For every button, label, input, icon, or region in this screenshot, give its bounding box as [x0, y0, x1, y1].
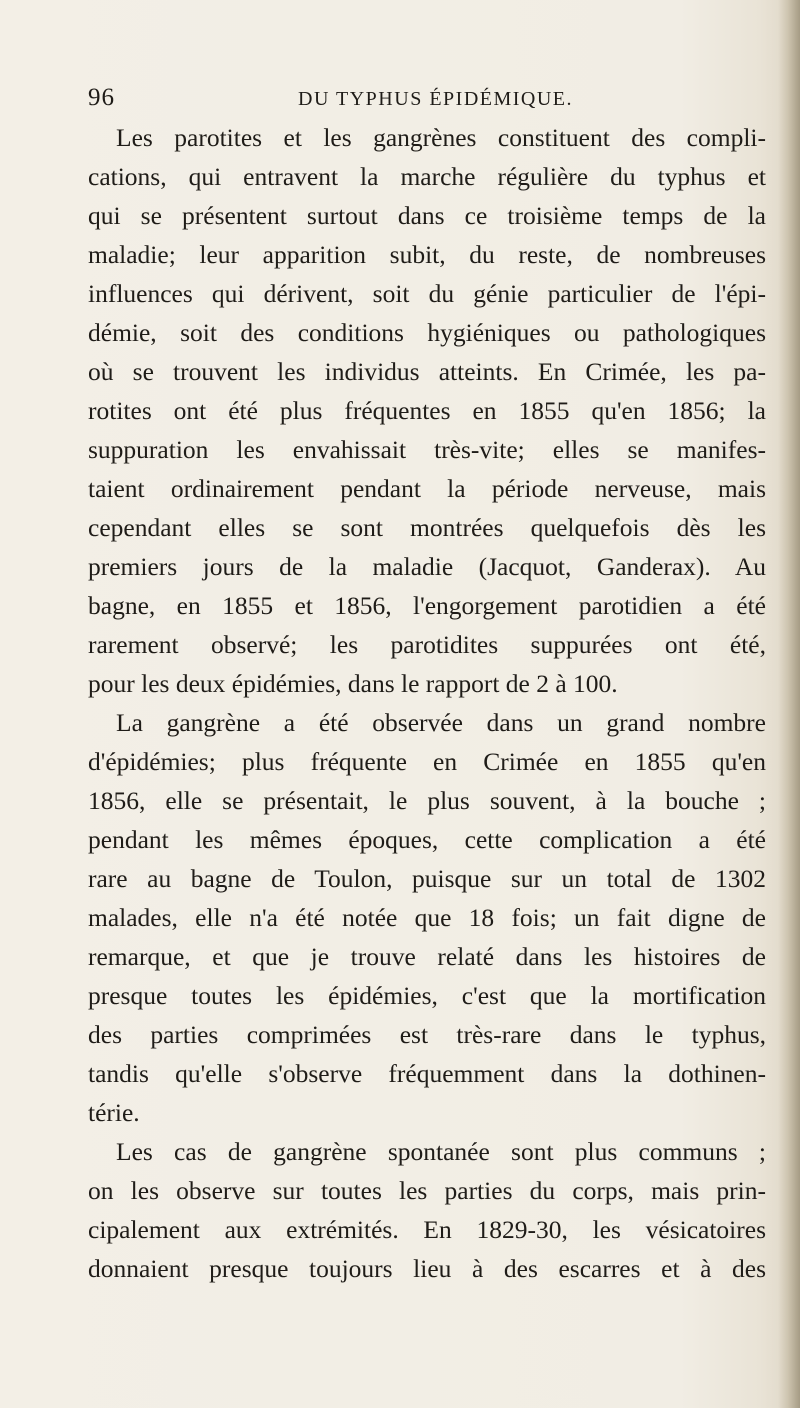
text-line: tandis qu'elle s'observe fréquemment dans la dothinen- [88, 1059, 766, 1088]
text-line: Les parotites et les gangrènes constituent des compli- [116, 123, 766, 152]
text-line: suppuration les envahissait très-vite; elles se manifes- [88, 435, 766, 464]
text-line: pendant les mêmes époques, cette complication a été [88, 825, 766, 854]
text-line: on les observe sur toutes les parties du corps, mais prin- [88, 1176, 766, 1205]
text-line: 1856, elle se présentait, le plus souvent, à la bouche ; [88, 786, 766, 815]
text-line: où se trouvent les individus atteints. En Crimée, les pa- [88, 357, 766, 386]
text-line: démie, soit des conditions hygiéniques ou pathologiques [88, 318, 766, 347]
text-line: donnaient presque toujours lieu à des escarres et à des [88, 1254, 766, 1283]
running-head: DU TYPHUS ÉPIDÉMIQUE. [298, 88, 574, 110]
text-line: influences qui dérivent, soit du génie particulier de l'épi- [88, 279, 766, 308]
page-number: 96 [88, 84, 115, 111]
text-line: cependant elles se sont montrées quelquefois dès les [88, 513, 766, 542]
text-line: d'épidémies; plus fréquente en Crimée en 1855 qu'en [88, 747, 766, 776]
text-line: La gangrène a été observée dans un grand nombre [116, 708, 766, 737]
text-line: maladie; leur apparition subit, du reste, de nombreuses [88, 240, 766, 269]
text-line: premiers jours de la maladie (Jacquot, Ganderax). Au [88, 552, 766, 581]
text-line: rarement observé; les parotidites suppurées ont été, [88, 630, 766, 659]
page-edge-shadow [778, 0, 800, 1408]
text-line: des parties comprimées est très-rare dans le typhus, [88, 1020, 766, 1049]
text-line: pour les deux épidémies, dans le rapport de 2 à 100. [88, 669, 618, 698]
page-header [88, 84, 688, 118]
text-line: rotites ont été plus fréquentes en 1855 qu'en 1856; la [88, 396, 766, 425]
text-line: bagne, en 1855 et 1856, l'engorgement parotidien a été [88, 591, 766, 620]
text-line: cations, qui entravent la marche régulière du typhus et [88, 162, 766, 191]
text-line: remarque, et que je trouve relaté dans les histoires de [88, 942, 766, 971]
text-line: presque toutes les épidémies, c'est que la mortification [88, 981, 766, 1010]
text-line: Les cas de gangrène spontanée sont plus communs ; [116, 1137, 766, 1166]
text-line: qui se présentent surtout dans ce troisième temps de la [88, 201, 766, 230]
text-line: cipalement aux extrémités. En 1829-30, les vésicatoires [88, 1215, 766, 1244]
text-line: malades, elle n'a été notée que 18 fois; un fait digne de [88, 903, 766, 932]
text-line: taient ordinairement pendant la période nerveuse, mais [88, 474, 766, 503]
text-line: térie. [88, 1098, 140, 1127]
body-text [88, 118, 766, 1288]
text-line: rare au bagne de Toulon, puisque sur un total de 1302 [88, 864, 766, 893]
